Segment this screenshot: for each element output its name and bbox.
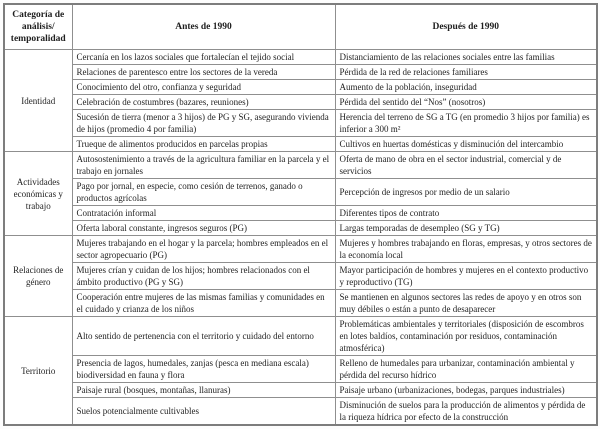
cell-category-actividades: Actividades económicas y trabajo — [4, 152, 72, 236]
cell-after: Disminución de suelos para la producción de alimentos y pérdida de la riqueza hídrica por efecto de la construcción — [335, 398, 597, 426]
cell-before: Oferta laboral constante, ingresos seguros (PG) — [72, 221, 335, 236]
cell-before: Presencia de lagos, humedales, zanjas (pesca en mediana escala) biodiversidad en fauna y flora — [72, 356, 335, 383]
cell-after: Relleno de humedales para urbanizar, contaminación ambiental y pérdida del recurso hídrico — [335, 356, 597, 383]
cell-after: Distanciamiento de las relaciones sociales entre las familias — [335, 50, 597, 65]
cell-category-relaciones: Relaciones de género — [4, 236, 72, 317]
table-row — [4, 263, 597, 290]
cell-after: Cultivos en huertas domésticas y disminución del intercambio — [335, 137, 597, 152]
cell-before: Mujeres crían y cuidan de los hijos; hombres relacionados con el ámbito productivo (PG y SG) — [72, 263, 335, 290]
table-row — [4, 110, 597, 137]
table-row — [4, 152, 597, 179]
cell-before: Relaciones de parentesco entre los sectores de la vereda — [72, 65, 335, 80]
header-after-1990: Después de 1990 — [335, 4, 597, 50]
cell-before: Alto sentido de pertenencia con el territorio y cuidado del entorno — [72, 317, 335, 356]
table-row — [4, 206, 597, 221]
cell-before: Conocimiento del otro, confianza y seguridad — [72, 80, 335, 95]
cell-before: Pago por jornal, en especie, como cesión de terrenos, ganado o productos agrícolas — [72, 179, 335, 206]
cell-after: Pérdida de la red de relaciones familiares — [335, 65, 597, 80]
cell-before: Contratación informal — [72, 206, 335, 221]
cell-before: Trueque de alimentos producidos en parcelas propias — [72, 137, 335, 152]
table-row — [4, 383, 597, 398]
cell-after: Mayor participación de hombres y mujeres en el contexto productivo y reproductivo (TG) — [335, 263, 597, 290]
header-category: Categoría de análisis/ temporalidad — [4, 4, 72, 50]
comparison-table — [3, 3, 598, 426]
cell-after: Pérdida del sentido del “Nos” (nosotros) — [335, 95, 597, 110]
cell-category-territorio: Territorio — [4, 317, 72, 426]
cell-after: Herencia del terreno de SG a TG (en promedio 3 hijos por familia) es inferior a 300 m² — [335, 110, 597, 137]
table-row — [4, 317, 597, 356]
cell-after: Se mantienen en algunos sectores las redes de apoyo y en otros son muy débiles o están a punto de desaparecer — [335, 290, 597, 317]
cell-before: Paisaje rural (bosques, montañas, llanuras) — [72, 383, 335, 398]
cell-after: Diferentes tipos de contrato — [335, 206, 597, 221]
cell-after: Largas temporadas de desempleo (SG y TG) — [335, 221, 597, 236]
cell-before: Cooperación entre mujeres de las mismas familias y comunidades en el cuidado y crianza de los niños — [72, 290, 335, 317]
header-row — [4, 4, 597, 50]
cell-after: Aumento de la población, inseguridad — [335, 80, 597, 95]
cell-before: Cercanía en los lazos sociales que fortalecían el tejido social — [72, 50, 335, 65]
table-row — [4, 236, 597, 263]
cell-after: Mujeres y hombres trabajando en floras, empresas, y otros sectores de la economía local — [335, 236, 597, 263]
table-row — [4, 398, 597, 426]
cell-after: Percepción de ingresos por medio de un salario — [335, 179, 597, 206]
table-row — [4, 50, 597, 65]
table-row — [4, 179, 597, 206]
table-row — [4, 80, 597, 95]
cell-before: Sucesión de tierra (menor a 3 hijos) de PG y SG, asegurando vivienda de hijos (promedio 4 por familia) — [72, 110, 335, 137]
table-row — [4, 65, 597, 80]
table-row — [4, 221, 597, 236]
cell-after: Paisaje urbano (urbanizaciones, bodegas, parques industriales) — [335, 383, 597, 398]
header-before-1990: Antes de 1990 — [72, 4, 335, 50]
cell-after: Problemáticas ambientales y territoriales (disposición de escombros en lotes baldíos, contaminación por residuos, contaminación atmosférica) — [335, 317, 597, 356]
cell-category-identidad: Identidad — [4, 50, 72, 152]
cell-before: Suelos potencialmente cultivables — [72, 398, 335, 426]
table-row — [4, 137, 597, 152]
cell-before: Mujeres trabajando en el hogar y la parcela; hombres empleados en el sector agropecuario (PG) — [72, 236, 335, 263]
cell-before: Autosostenimiento a través de la agricultura familiar en la parcela y el trabajo en jornales — [72, 152, 335, 179]
table-row — [4, 290, 597, 317]
table-row — [4, 95, 597, 110]
cell-after: Oferta de mano de obra en el sector industrial, comercial y de servicios — [335, 152, 597, 179]
table-row — [4, 356, 597, 383]
cell-before: Celebración de costumbres (bazares, reuniones) — [72, 95, 335, 110]
